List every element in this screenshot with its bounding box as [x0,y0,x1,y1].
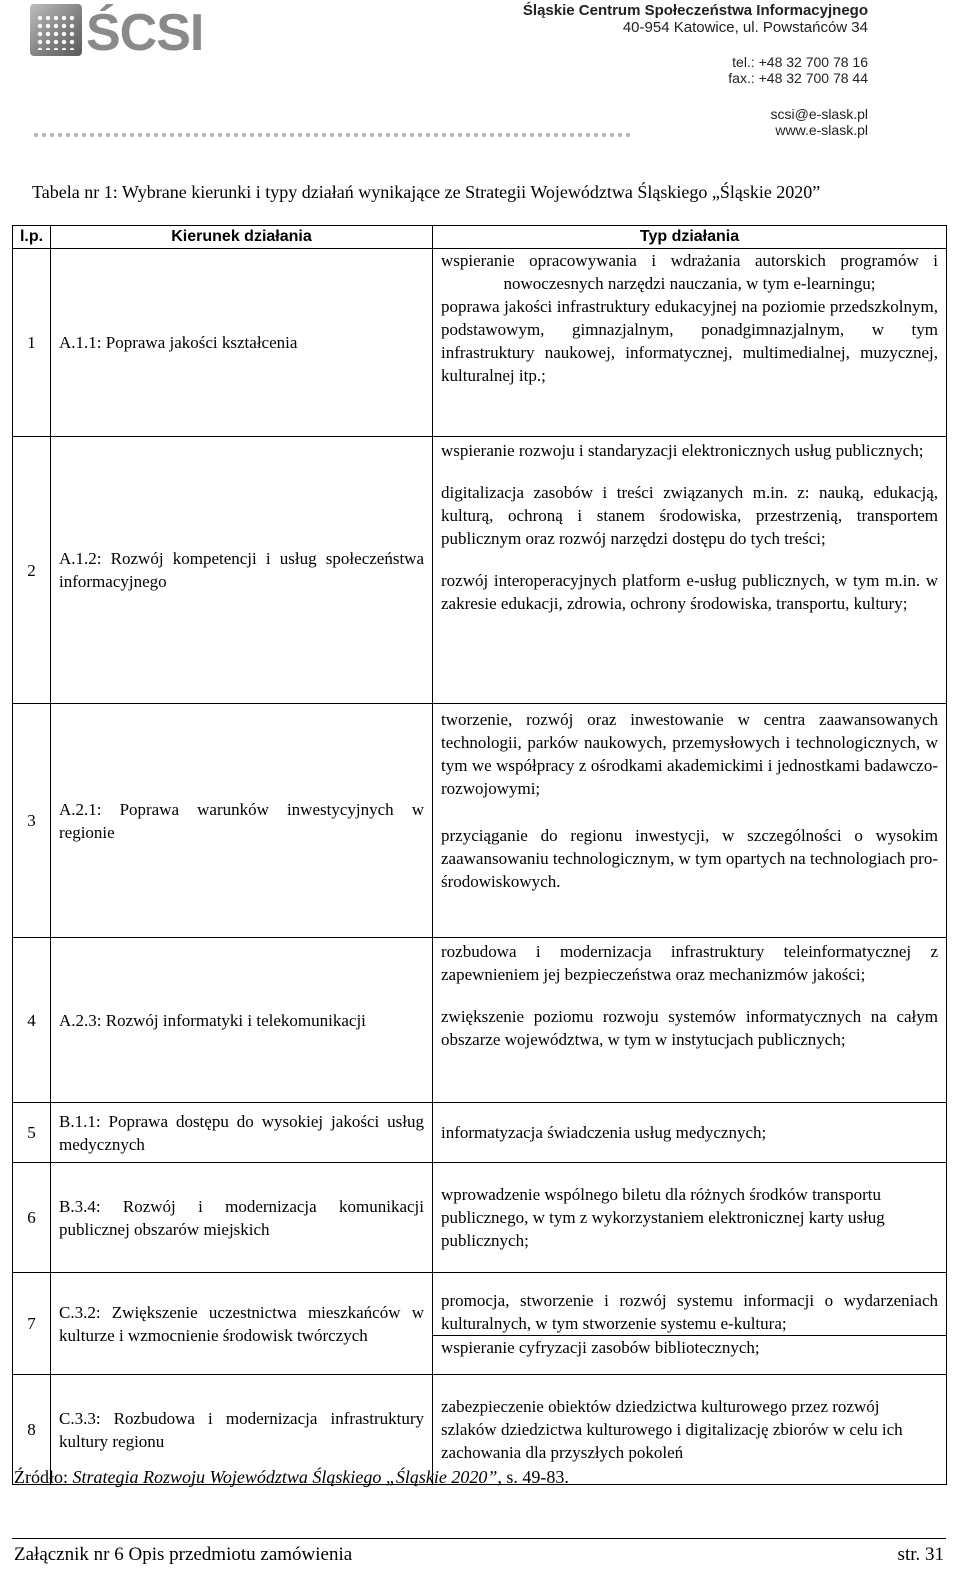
website-address: www.e-slask.pl [775,122,868,138]
dotted-divider [32,132,632,138]
row-direction: C.3.2: Zwiększenie uczestnictwa mieszkańców w kulturze i wzmocnienie środowisk twórczych [51,1273,433,1375]
table-row [13,1273,947,1375]
row-number: 6 [13,1163,51,1273]
table-header-row [13,226,947,249]
action-type: wspieranie cyfryzacji zasobów bibliotecznych; [433,1335,946,1359]
row-types [433,249,947,437]
source-prefix: Źródło: [14,1467,73,1487]
action-type: poprawa jakości infrastruktury edukacyjnej na poziomie przedszkolnym, podstawowym, gimnazjalnym, ponadgimnazjalnym, w tym infrastruktury naukowej, informatycznej, multimedialnej, muzycznej, kulturalnej itp.; [441,297,938,385]
table-row [13,938,947,1103]
action-type: zabezpieczenie obiektów dziedzictwa kulturowego przez rozwój szlaków dziedzictwa kulturowego i digitalizację zbiorów w celu ich zachowania dla przyszłych pokoleń [441,1397,903,1462]
logo-dot-grid-icon [30,4,82,56]
row-types [433,437,947,704]
source-pages: , s. 49-83. [497,1467,569,1487]
row-direction: A.1.2: Rozwój kompetencji i usług społeczeństwa informacyjnego [51,437,433,704]
action-type: rozwój interoperacyjnych platform e-usług publicznych, w tym m.in. w zakresie edukacji, zdrowia, ochrony środowiska, transportu, kultury; [441,571,938,613]
table-caption: Tabela nr 1: Wybrane kierunki i typy działań wynikające ze Strategii Województwa Śląskiego „Śląskie 2020” [32,182,821,202]
header-lp: l.p. [13,226,51,249]
action-type: informatyzacja świadczenia usług medycznych; [441,1123,767,1142]
row-number: 2 [13,437,51,704]
strategy-table [12,225,947,1485]
footer-document-title: Załącznik nr 6 Opis przedmiotu zamówienia [14,1544,353,1565]
organization-address: 40-954 Katowice, ul. Powstańców 34 [622,19,868,36]
header-type: Typ działania [433,226,947,249]
web-contacts [771,106,868,138]
source-title: Strategia Rozwoju Województwa Śląskiego „Śląskie 2020” [72,1467,498,1487]
email-address: scsi@e-slask.pl [770,106,868,122]
table-row [13,437,947,704]
table-row [13,704,947,938]
row-number: 5 [13,1103,51,1163]
header-direction: Kierunek działania [51,226,433,249]
row-direction: B.1.1: Poprawa dostępu do wysokiej jakości usług medycznych [51,1103,433,1163]
row-direction: A.2.1: Poprawa warunków inwestycyjnych w regionie [51,704,433,938]
table-row [13,249,947,437]
row-types [433,1163,947,1273]
row-types [433,1103,947,1163]
organization-block [523,2,868,36]
scsi-logo [30,4,270,74]
phone-contacts [728,54,868,86]
row-types [433,704,947,938]
row-direction: A.2.3: Rozwój informatyki i telekomunikacji [51,938,433,1103]
row-types [433,1273,947,1375]
action-type: zwiększenie poziomu rozwoju systemów informatycznych na całym obszarze województwa, w tym w instytucjach publicznych; [441,1007,938,1049]
row-number: 3 [13,704,51,938]
row-number: 1 [13,249,51,437]
phone-number: tel.: +48 32 700 78 16 [732,54,868,70]
row-direction: C.3.3: Rozbudowa i modernizacja infrastruktury kultury regionu [51,1375,433,1485]
fax-number: fax.: +48 32 700 78 44 [728,70,868,86]
source-note [14,1466,569,1488]
footer-divider [12,1538,946,1539]
organization-name: Śląskie Centrum Społeczeństwa Informacyjnego [522,2,868,19]
row-number: 7 [13,1273,51,1375]
row-number: 4 [13,938,51,1103]
action-type: wprowadzenie wspólnego biletu dla różnych środków transportu publicznego, w tym z wykorzystaniem elektronicznej karty usług publicznych; [441,1185,885,1250]
letterhead [0,0,960,150]
action-type: promocja, stworzenie i rozwój systemu informacji o wydarzeniach kulturalnych, w tym stworzenie systemu e-kultura; [441,1290,938,1333]
action-type: przyciąganie do regionu inwestycji, w szczególności o wysokim zaawansowaniu technologicznym, w tym opartych na technologiach pro-środowiskowych. [441,826,938,891]
row-number: 8 [13,1375,51,1485]
action-type: wspieranie opracowywania i wdrażania autorskich programów i nowoczesnych narzędzi nauczania, w tym e-learningu; [441,251,938,293]
row-types [433,938,947,1103]
action-type: rozbudowa i modernizacja infrastruktury teleinformatycznej z zapewnieniem jej bezpieczeństwa oraz mechanizmów jakości; [441,942,938,984]
action-type: tworzenie, rozwój oraz inwestowanie w centra zaawansowanych technologii, parków naukowych, przemysłowych i technologicznych, w tym we współpracy z ośrodkami akademickimi i jednostkami badawczo-rozwojowymi; [441,710,938,798]
action-type: digitalizacja zasobów i treści związanych m.in. z: nauką, edukacją, kulturą, ochroną i stanem środowiska, przestrzenią, transportem publicznym oraz rozwój narzędzi dostępu do tych treści; [441,483,938,548]
logo-wordmark: ŚCSI [86,4,204,62]
table-row [13,1163,947,1273]
row-direction: B.3.4: Rozwój i modernizacja komunikacji publicznej obszarów miejskich [51,1163,433,1273]
row-direction: A.1.1: Poprawa jakości kształcenia [51,249,433,437]
action-type: wspieranie rozwoju i standaryzacji elektronicznych usług publicznych; [441,441,924,460]
table-row [13,1103,947,1163]
footer-page-number: str. 31 [897,1544,944,1565]
